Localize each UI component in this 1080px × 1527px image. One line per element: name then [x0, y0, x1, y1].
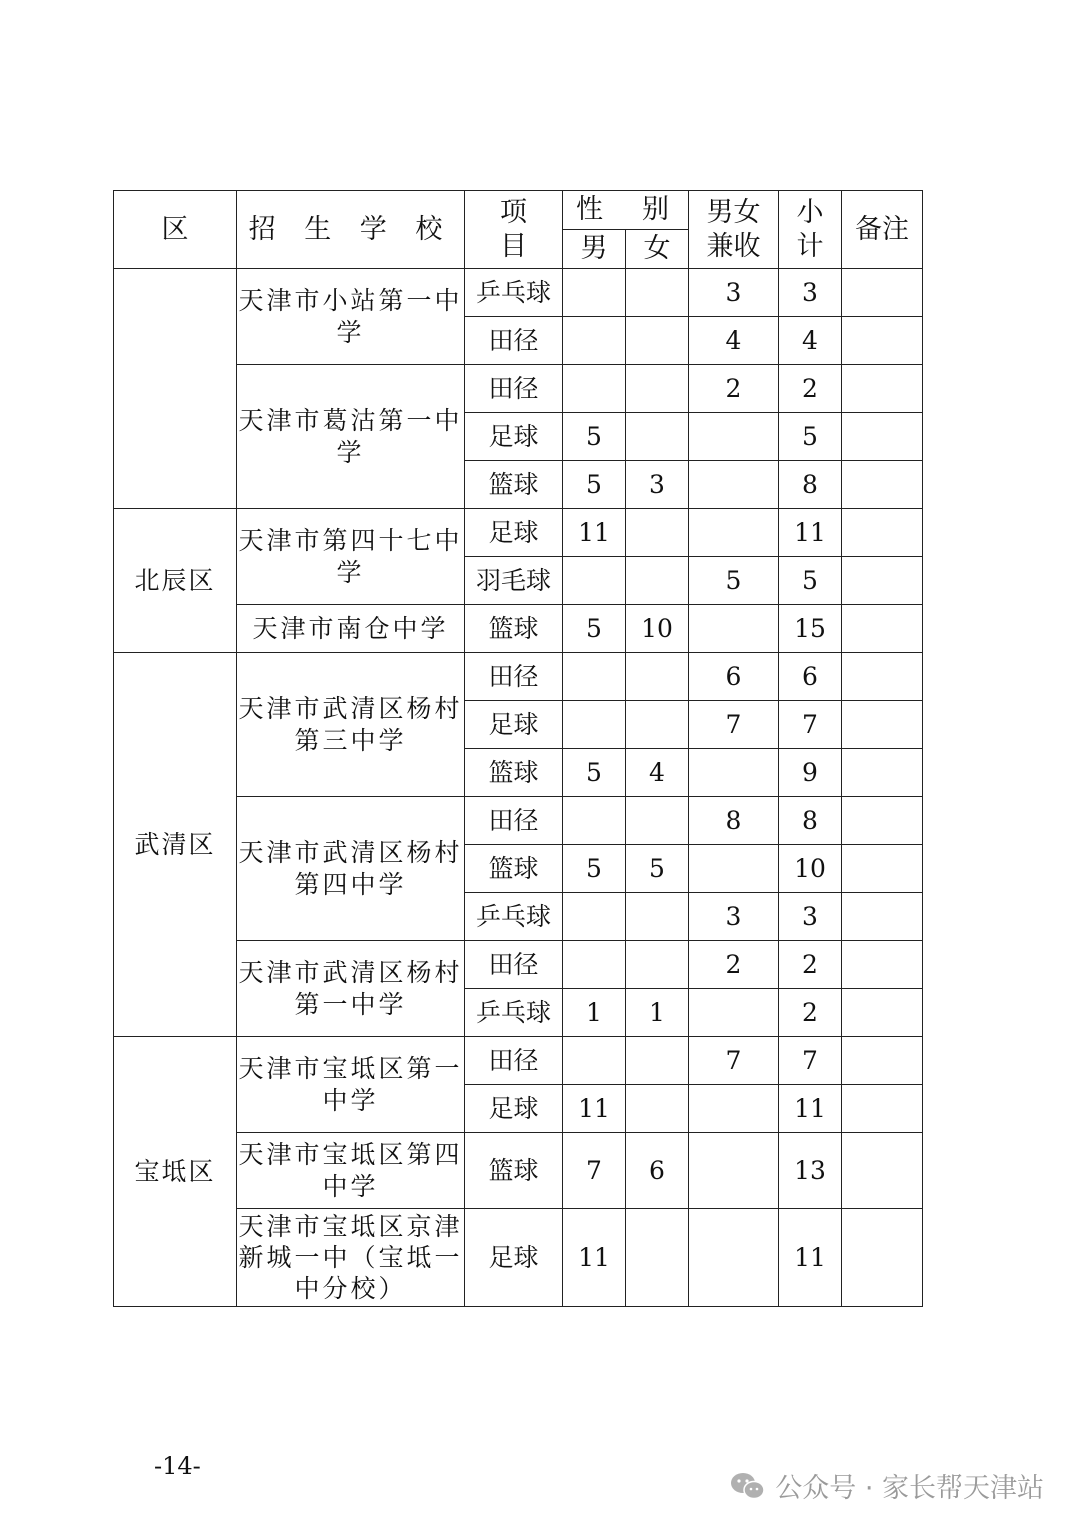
sport-cell: 足球 [465, 701, 563, 749]
total-cell: 8 [779, 797, 842, 845]
school-cell: 天津市宝坻区第一中学 [237, 1037, 465, 1133]
district-cell: 宝坻区 [114, 1037, 237, 1307]
note-cell [842, 317, 923, 365]
district-cell-continued [114, 269, 237, 509]
male-cell [563, 557, 626, 605]
total-cell: 3 [779, 893, 842, 941]
total-cell: 3 [779, 269, 842, 317]
male-cell: 5 [563, 605, 626, 653]
note-cell [842, 605, 923, 653]
coed-cell: 4 [689, 317, 779, 365]
note-cell [842, 653, 923, 701]
sport-cell: 乒乓球 [465, 269, 563, 317]
male-cell: 11 [563, 509, 626, 557]
total-cell: 11 [779, 1085, 842, 1133]
header-coed [689, 191, 779, 269]
header-gender: 性 别 [563, 191, 689, 230]
total-cell: 5 [779, 557, 842, 605]
total-cell: 7 [779, 701, 842, 749]
male-cell [563, 941, 626, 989]
coed-cell [689, 1209, 779, 1307]
coed-cell [689, 749, 779, 797]
sport-cell: 足球 [465, 413, 563, 461]
sport-cell: 篮球 [465, 845, 563, 893]
coed-cell [689, 605, 779, 653]
school-cell: 天津市武清区杨村第一中学 [237, 941, 465, 1037]
header-remarks: 备注 [842, 191, 923, 269]
male-cell: 5 [563, 749, 626, 797]
note-cell [842, 941, 923, 989]
total-cell: 5 [779, 413, 842, 461]
school-cell: 天津市小站第一中学 [237, 269, 465, 365]
female-cell [626, 1209, 689, 1307]
coed-cell [689, 989, 779, 1037]
note-cell [842, 701, 923, 749]
coed-cell [689, 413, 779, 461]
female-cell [626, 1085, 689, 1133]
note-cell [842, 1133, 923, 1209]
note-cell [842, 797, 923, 845]
sport-cell: 足球 [465, 509, 563, 557]
note-cell [842, 1209, 923, 1307]
total-cell: 8 [779, 461, 842, 509]
male-cell: 5 [563, 461, 626, 509]
sport-cell: 乒乓球 [465, 989, 563, 1037]
sport-cell: 田径 [465, 797, 563, 845]
female-cell [626, 317, 689, 365]
male-cell [563, 269, 626, 317]
female-cell: 3 [626, 461, 689, 509]
coed-cell [689, 845, 779, 893]
sport-cell: 篮球 [465, 1133, 563, 1209]
total-cell: 15 [779, 605, 842, 653]
total-cell: 2 [779, 941, 842, 989]
header-subtotal-top: 小 [796, 196, 824, 228]
female-cell [626, 413, 689, 461]
female-cell [626, 893, 689, 941]
sport-cell: 羽毛球 [465, 557, 563, 605]
coed-cell [689, 461, 779, 509]
total-cell: 2 [779, 989, 842, 1037]
note-cell [842, 749, 923, 797]
coed-cell: 2 [689, 365, 779, 413]
coed-cell: 2 [689, 941, 779, 989]
sport-cell: 乒乓球 [465, 893, 563, 941]
female-cell: 5 [626, 845, 689, 893]
header-item-bottom: 目 [500, 230, 527, 262]
female-cell [626, 365, 689, 413]
page-number: -14- [154, 1452, 201, 1480]
note-cell [842, 365, 923, 413]
male-cell: 11 [563, 1085, 626, 1133]
school-cell: 天津市宝坻区京津新城一中（宝坻一中分校） [237, 1209, 465, 1307]
note-cell [842, 989, 923, 1037]
sport-cell: 足球 [465, 1209, 563, 1307]
header-subtotal [779, 191, 842, 269]
male-cell [563, 893, 626, 941]
header-item-top: 项 [500, 196, 527, 228]
note-cell [842, 893, 923, 941]
note-cell [842, 461, 923, 509]
coed-cell: 5 [689, 557, 779, 605]
total-cell: 10 [779, 845, 842, 893]
total-cell: 7 [779, 1037, 842, 1085]
sport-cell: 足球 [465, 1085, 563, 1133]
note-cell [842, 509, 923, 557]
header-coed-bottom: 兼收 [706, 230, 761, 262]
total-cell: 11 [779, 1209, 842, 1307]
female-cell [626, 509, 689, 557]
header-school: 招 生 学 校 [237, 191, 465, 269]
sport-cell: 田径 [465, 1037, 563, 1085]
female-cell [626, 941, 689, 989]
header-coed-top: 男女 [706, 196, 761, 228]
male-cell: 7 [563, 1133, 626, 1209]
sport-cell: 篮球 [465, 749, 563, 797]
sport-cell: 田径 [465, 941, 563, 989]
female-cell [626, 653, 689, 701]
school-cell: 天津市第四十七中学 [237, 509, 465, 605]
male-cell [563, 653, 626, 701]
female-cell [626, 701, 689, 749]
total-cell: 11 [779, 509, 842, 557]
school-cell: 天津市葛沽第一中学 [237, 365, 465, 509]
coed-cell: 3 [689, 269, 779, 317]
female-cell [626, 797, 689, 845]
female-cell [626, 557, 689, 605]
coed-cell: 3 [689, 893, 779, 941]
school-cell: 天津市南仓中学 [237, 605, 465, 653]
district-cell: 武清区 [114, 653, 237, 1037]
school-cell: 天津市武清区杨村第四中学 [237, 797, 465, 941]
coed-cell: 8 [689, 797, 779, 845]
note-cell [842, 845, 923, 893]
district-cell: 北辰区 [114, 509, 237, 653]
note-cell [842, 1037, 923, 1085]
sport-cell: 田径 [465, 365, 563, 413]
note-cell [842, 1085, 923, 1133]
coed-cell [689, 1085, 779, 1133]
female-cell: 1 [626, 989, 689, 1037]
male-cell: 1 [563, 989, 626, 1037]
male-cell [563, 797, 626, 845]
school-cell: 天津市宝坻区第四中学 [237, 1133, 465, 1209]
school-cell: 天津市武清区杨村第三中学 [237, 653, 465, 797]
wechat-icon [729, 1471, 767, 1501]
coed-cell: 7 [689, 1037, 779, 1085]
header-male: 男 [563, 230, 626, 269]
total-cell: 4 [779, 317, 842, 365]
note-cell [842, 557, 923, 605]
enrollment-table [113, 190, 923, 1307]
total-cell: 6 [779, 653, 842, 701]
female-cell [626, 269, 689, 317]
male-cell [563, 1037, 626, 1085]
sport-cell: 篮球 [465, 461, 563, 509]
male-cell [563, 701, 626, 749]
male-cell: 11 [563, 1209, 626, 1307]
coed-cell [689, 509, 779, 557]
watermark-text: 公众号 · 家长帮天津站 [775, 1473, 1044, 1504]
coed-cell: 7 [689, 701, 779, 749]
coed-cell [689, 1133, 779, 1209]
total-cell: 2 [779, 365, 842, 413]
header-item [465, 191, 563, 269]
coed-cell: 6 [689, 653, 779, 701]
watermark [729, 1466, 1044, 1505]
female-cell: 4 [626, 749, 689, 797]
female-cell: 6 [626, 1133, 689, 1209]
total-cell: 13 [779, 1133, 842, 1209]
header-female: 女 [626, 230, 689, 269]
male-cell: 5 [563, 413, 626, 461]
header-subtotal-bottom: 计 [796, 230, 824, 262]
female-cell [626, 1037, 689, 1085]
note-cell [842, 413, 923, 461]
male-cell [563, 365, 626, 413]
sport-cell: 田径 [465, 317, 563, 365]
female-cell: 10 [626, 605, 689, 653]
total-cell: 9 [779, 749, 842, 797]
male-cell: 5 [563, 845, 626, 893]
sport-cell: 田径 [465, 653, 563, 701]
sport-cell: 篮球 [465, 605, 563, 653]
male-cell [563, 317, 626, 365]
note-cell [842, 269, 923, 317]
header-district: 区 [114, 191, 237, 269]
